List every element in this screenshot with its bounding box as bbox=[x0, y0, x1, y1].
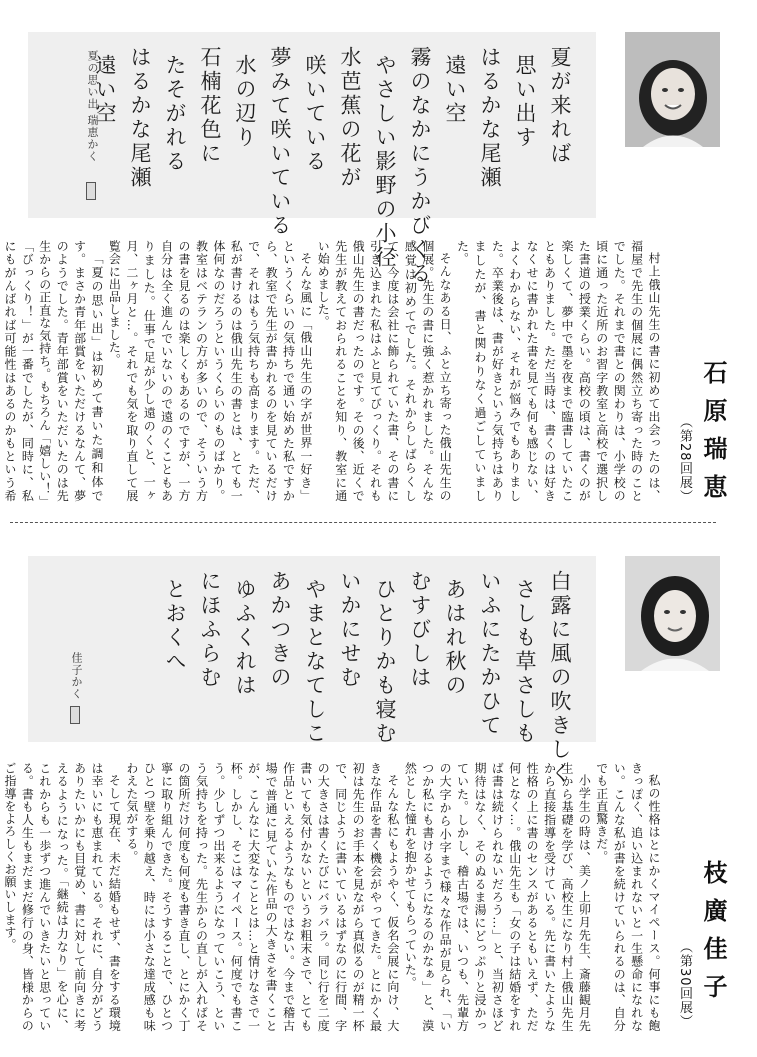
calligraphy-signature-1: 夏の思い出 瑞恵かく bbox=[86, 50, 99, 163]
calligraphy-column: あかつきの bbox=[268, 570, 292, 690]
essay-paragraph: そんな風に「俄山先生の字が世界一好き」というくらいの気持ちで通い始めた私ですから、教室で先生が書かれるのを見ているだけで、それはもう気持ちも高まります。ただ、私が書けるのは俄山先生の書とは、とても一体何なのだろうというくらいのものばかり。教室はベテランの方が多いので、そういう方の書を見るのは楽しくもあるのですが、一方自分は全く進んでいないので遠のくこともありました。仕事で足が少し遠のくと、一ヶ月、二ヶ月と…。それでも気を取り直して展覧会に出品しました。 bbox=[107, 240, 313, 502]
calligraphy-column: ゆふくれは bbox=[233, 578, 257, 698]
calligraphy-column: あはれ秋の bbox=[443, 578, 467, 698]
seal-stamp bbox=[86, 182, 96, 200]
essay-paragraph: 「夏の思い出」は初めて書いた調和体です。まさか青年部賞をいただけるなんて、夢のようでした。青年部賞をいただいたのは先生からの正直な気持ち。もちろん「嬉しい！」「びっくり！」が一番でしたが、同時に、私にもがんばれば可能性はあるのかもという希 bbox=[2, 240, 104, 502]
calligraphy-column: さしも草さしも bbox=[513, 578, 537, 746]
calligraphy-column: いふにたかひて bbox=[478, 570, 502, 738]
calligraphy-column: 水芭蕉の花が bbox=[338, 46, 362, 190]
calligraphy-column: たそがれる bbox=[163, 54, 187, 174]
calligraphy-column: はるかな尾瀬 bbox=[478, 46, 502, 190]
author-name-2: 枝廣佳子 bbox=[699, 860, 727, 1012]
calligraphy-artwork-2 bbox=[28, 556, 596, 786]
calligraphy-column: 白露に風の吹きしく bbox=[548, 570, 572, 786]
essay-paragraph: そして現在、未だ結婚もせず、書をする環境は幸いにも恵まれている。それに、自分がどうありたいかにも目覚め、書に対して前向きに考えるようになった。「継続は力なり」を心に、これからも一歩ずつ進んでいきたいと思っている。書も人生もまだまだ修行の身、皆様からのご指導をよろしくお願いします。 bbox=[2, 762, 122, 1032]
calligraphy-column: 夢みて咲いている bbox=[268, 46, 292, 238]
calligraphy-column: やさしい影野の小径 bbox=[373, 54, 397, 270]
calligraphy-column: やまとなてしこ bbox=[303, 578, 327, 746]
portrait-photo-2 bbox=[625, 556, 720, 671]
calligraphy-column: 思い出す bbox=[513, 54, 537, 150]
essay-paragraph: そんなある日、ふと立ち寄った俄山先生の個展。先生の書に強く惹かれました。そんな感覚は初めてでした。それからしばらくして、今度は会社に飾られていた書、その書に引き込まれた私はふと見てびっくり。それも俄山先生の書だったのです。その後、近くで先生が教えておられることを知り、教室に通い始めました。 bbox=[316, 240, 453, 502]
calligraphy-column: とおくへ bbox=[163, 578, 187, 674]
calligraphy-column: 石楠花色に bbox=[198, 46, 222, 166]
essay-paragraph: 小学生の時は、美ノ上卯月先生、斎藤観月先生から基礎を学び、高校生になり村上俄山先生から直接指導を受けている。先に書いたような性格の上に書のセンスがあるともいえず、ただ何となく…。俄山先生も「女の子は結婚をすれば書は続けられないだろう…」と、当初さほど期待はなく、そのぬるま湯にどっぷりと浸かっていた。しかし、稽古場では、いつも、先輩方の大字から小字まで様々な作品が見られ、「いつか私にも書けるようになるのかなぁ」と、漠然とした憧れを抱かせてもらっていた。 bbox=[403, 762, 592, 1032]
calligraphy-signature-2: 佳子かく bbox=[70, 652, 83, 700]
author-name-1: 石原瑞恵 bbox=[699, 360, 727, 512]
calligraphy-column: にほふらむ bbox=[198, 570, 222, 690]
seal-stamp bbox=[70, 706, 80, 724]
essay-text-1 bbox=[2, 240, 662, 502]
calligraphy-column: いかにせむ bbox=[338, 570, 362, 690]
calligraphy-column: 水の辺り bbox=[233, 54, 257, 150]
essay-text-2 bbox=[2, 762, 662, 1032]
exhibition-edition-1: （第28回展） bbox=[677, 415, 692, 504]
calligraphy-column: 咲いている bbox=[303, 54, 327, 174]
calligraphy-column: はるかな尾瀬 bbox=[128, 46, 152, 190]
calligraphy-column: むすびしは bbox=[408, 570, 432, 690]
essay-paragraph: そんな私にもようやく、仮名会展に向け、大きな作品を書く機会がやってきた。とにかく最初は先生のお手本を見ながら真似るのが精一杯で、同じように書いているはずなのに行間、字の大きさは書くたびにバラバラ。同じ行を二度書いても気付かないというお粗末さで、とても作品といえるようなものではない。今まで稽古場で普通に見ていた作品の大きさを書くことが、こんなに大変なこととは…と情けなさで一杯。しかし、そこはマイペース。何度でも書こう。少しずつ出来るようになっていこう、という気持ちを持った。先生からの直しが入ればその箇所だけ何度も何度も書き直し、とにかく丁寧に取り組んできた。そうすることで、ひとつひとつ壁を乗り越え、時には小さな達成感も味わえた気がする。 bbox=[124, 762, 400, 1032]
calligraphy-artwork-1 bbox=[28, 32, 596, 286]
calligraphy-column: 夏が来れば bbox=[548, 46, 572, 166]
calligraphy-column: ひとりかも寝む bbox=[373, 578, 397, 746]
essay-paragraph: 私の性格はとにかくマイペース。何事にも飽きっぽく、追い込まれないと一生懸命になれない。こんな私が書を続けていられるのは、自分でも正直驚きだ。 bbox=[594, 762, 661, 1032]
calligraphy-column: 霧のなかにうかびくる bbox=[408, 46, 432, 286]
calligraphy-column: 遠い空 bbox=[93, 54, 117, 126]
calligraphy-column: 遠い空 bbox=[443, 54, 467, 126]
section-divider bbox=[10, 522, 716, 523]
essay-paragraph: 村上俄山先生の書に初めて出会ったのは、福屋で先生の個展に偶然立ち寄った時のことでした。それまで書との関わりは、小学校の頃に通った近所のお習字教室と高校で選択した書道の授業くらい。高校の頃は、書くのが楽しくて、夢中で墨を夜まで臨書していたこともありました。ただ当時は、書くのは好きなくせに書かれた書を見ても何も感じない、よくわからない、それが悩みでもありました。卒業後は、書が好きという気持ちはありましたが、書と関わりなく過ごしていました。 bbox=[455, 240, 661, 502]
exhibition-edition-2: （第30回展） bbox=[677, 940, 692, 1029]
portrait-photo-1 bbox=[625, 32, 720, 147]
